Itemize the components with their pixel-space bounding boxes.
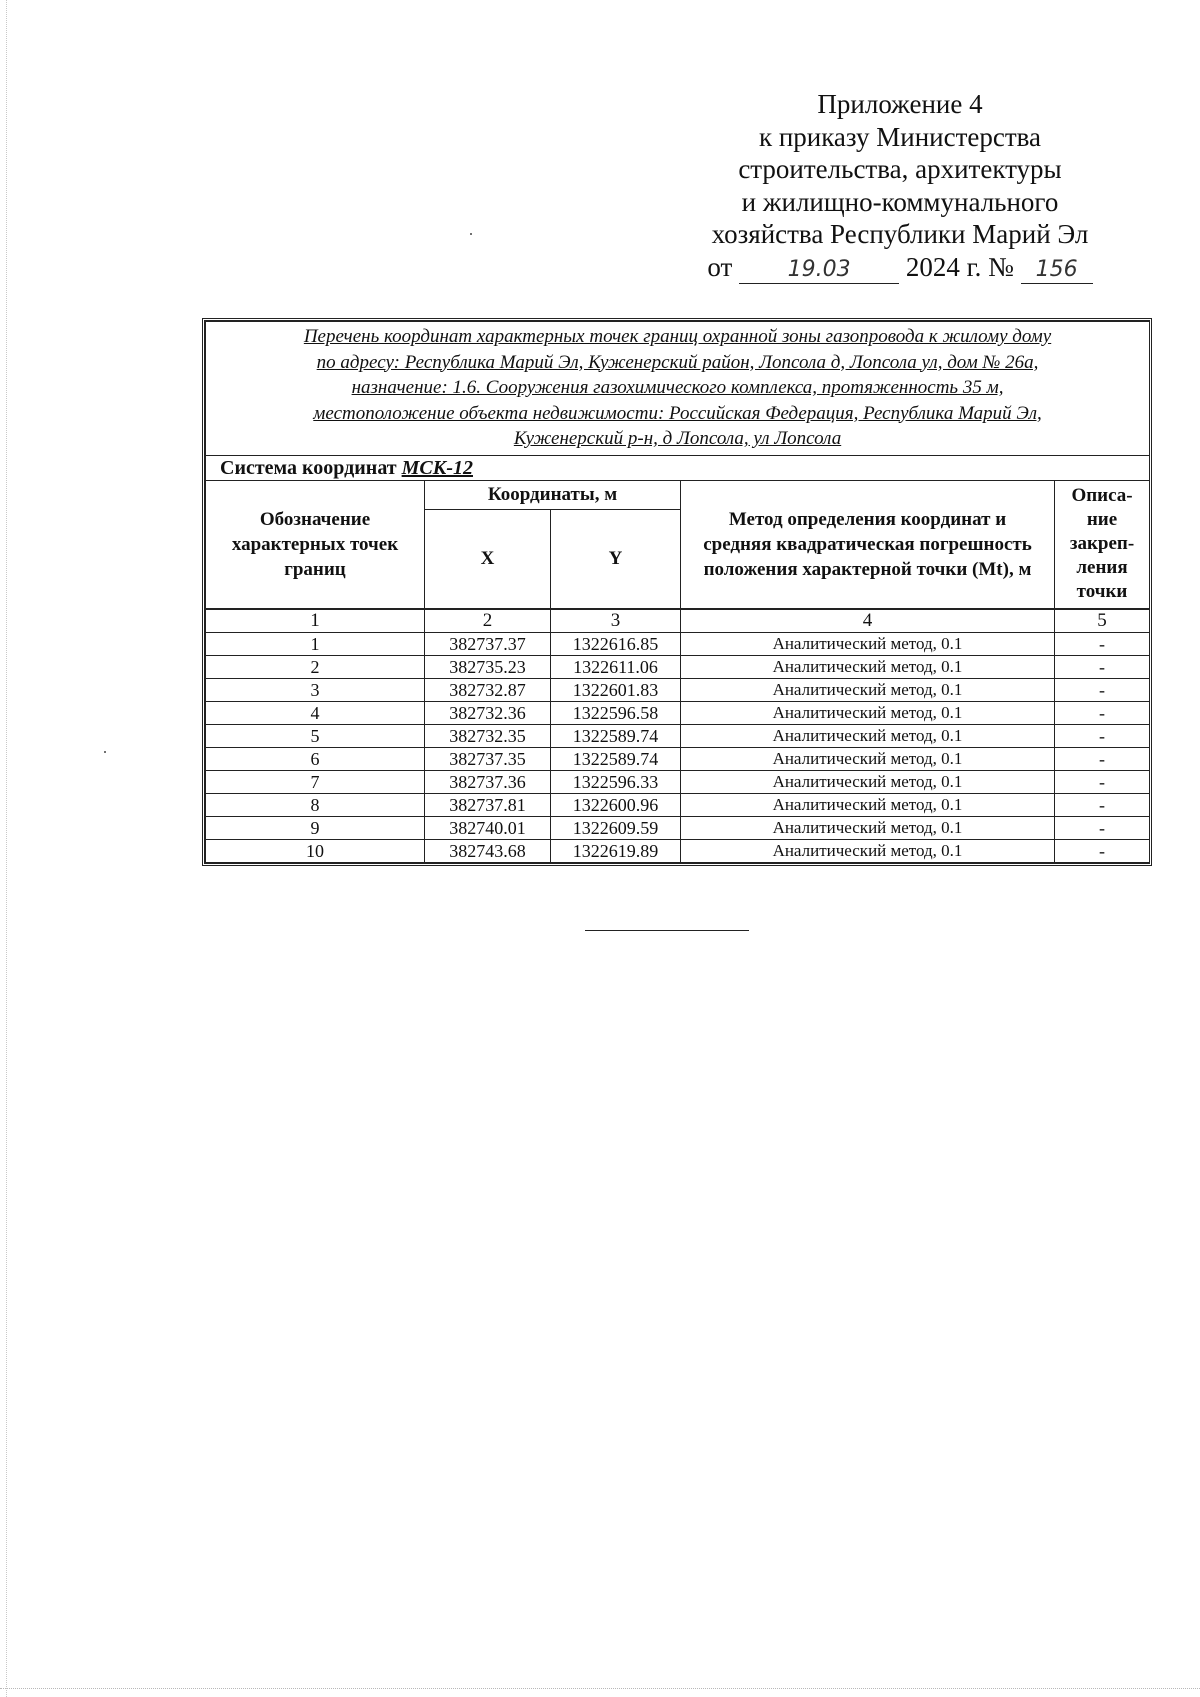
cell-y: 1322601.83 — [551, 679, 681, 702]
cell-point: 2 — [206, 656, 425, 679]
appendix-heading — [700, 88, 1100, 284]
cell-point: 3 — [206, 679, 425, 702]
header-point-designation: Обозначение характерных точек границ — [206, 480, 425, 609]
coordinate-rows — [206, 633, 1150, 863]
cell-description: - — [1055, 679, 1150, 702]
cell-point: 6 — [206, 748, 425, 771]
table-row — [206, 702, 1150, 725]
cell-y: 1322609.59 — [551, 817, 681, 840]
cell-point: 7 — [206, 771, 425, 794]
table-caption — [206, 322, 1150, 456]
coordinates-table-frame — [202, 318, 1152, 866]
cell-y: 1322611.06 — [551, 656, 681, 679]
cell-method: Аналитический метод, 0.1 — [681, 771, 1055, 794]
caption-line: Перечень координат характерных точек границ охранной зоны газопровода к жилому дому — [303, 326, 1052, 347]
cell-description: - — [1055, 771, 1150, 794]
caption-line: местоположение объекта недвижимости: Российская Федерация, Республика Марий Эл, — [313, 402, 1042, 424]
caption-line: по адресу: Республика Марий Эл, Куженерский район, Лопсола д, Лопсола ул, дом № 26а, — [316, 351, 1039, 373]
year-and-number-label: 2024 г. № — [905, 251, 1014, 282]
cell-x: 382732.87 — [425, 679, 551, 702]
table-row — [206, 633, 1150, 656]
cell-x: 382732.35 — [425, 725, 551, 748]
header-coordinates: Координаты, м — [425, 480, 681, 509]
cell-y: 1322589.74 — [551, 725, 681, 748]
cell-x: 382737.81 — [425, 794, 551, 817]
appendix-line: строительства, архитектуры — [738, 154, 1062, 184]
header-method: Метод определения координат и средняя квадратическая погрешность положения характерной точки (Mt), м — [681, 480, 1055, 609]
end-of-document-rule — [585, 930, 749, 931]
order-date-line — [700, 251, 1100, 284]
cell-x: 382737.37 — [425, 633, 551, 656]
cell-method: Аналитический метод, 0.1 — [681, 840, 1055, 863]
cell-method: Аналитический метод, 0.1 — [681, 656, 1055, 679]
cell-x: 382732.36 — [425, 702, 551, 725]
cell-method: Аналитический метод, 0.1 — [681, 725, 1055, 748]
cell-description: - — [1055, 794, 1150, 817]
appendix-line: Приложение 4 — [817, 89, 983, 119]
cell-method: Аналитический метод, 0.1 — [681, 633, 1055, 656]
cell-description: - — [1055, 725, 1150, 748]
header-description: Описа-ние закреп-ления точки — [1055, 480, 1150, 609]
cell-x: 382737.35 — [425, 748, 551, 771]
cell-point: 1 — [206, 633, 425, 656]
table-row — [206, 656, 1150, 679]
table-row — [206, 771, 1150, 794]
cell-point: 5 — [206, 725, 425, 748]
table-row — [206, 794, 1150, 817]
handwritten-date: 19.03 — [739, 257, 899, 284]
cell-y: 1322619.89 — [551, 840, 681, 863]
date-prefix: от — [707, 251, 733, 282]
column-number: 3 — [551, 609, 681, 633]
scan-edge-bottom — [0, 1688, 1200, 1689]
cell-point: 8 — [206, 794, 425, 817]
cell-y: 1322589.74 — [551, 748, 681, 771]
table-row — [206, 840, 1150, 863]
cell-description: - — [1055, 748, 1150, 771]
column-number: 2 — [425, 609, 551, 633]
cell-method: Аналитический метод, 0.1 — [681, 679, 1055, 702]
appendix-line: хозяйства Республики Марий Эл — [711, 219, 1089, 249]
table-row — [206, 748, 1150, 771]
header-y: Y — [551, 509, 681, 609]
table-row — [206, 679, 1150, 702]
column-number: 4 — [681, 609, 1055, 633]
cell-point: 10 — [206, 840, 425, 863]
cell-description: - — [1055, 633, 1150, 656]
caption-line: Куженерский р-н, д Лопсола, ул Лопсола — [513, 428, 842, 449]
cell-x: 382735.23 — [425, 656, 551, 679]
cell-method: Аналитический метод, 0.1 — [681, 794, 1055, 817]
cell-y: 1322600.96 — [551, 794, 681, 817]
column-number-row — [206, 609, 1150, 633]
appendix-line: и жилищно-коммунального — [741, 186, 1059, 217]
cell-point: 9 — [206, 817, 425, 840]
scan-speck — [104, 751, 106, 753]
cell-method: Аналитический метод, 0.1 — [681, 748, 1055, 771]
cell-method: Аналитический метод, 0.1 — [681, 817, 1055, 840]
cell-x: 382740.01 — [425, 817, 551, 840]
coordinate-system-row — [206, 455, 1150, 480]
scan-edge-left — [6, 0, 7, 1697]
caption-line: назначение: 1.6. Сооружения газохимического комплекса, протяженность 35 м, — [351, 377, 1004, 398]
coordinate-system-label: Система координат — [220, 456, 397, 479]
cell-y: 1322596.33 — [551, 771, 681, 794]
scan-speck — [470, 233, 472, 235]
coordinate-system-code: МСК-12 — [401, 456, 473, 479]
column-number: 1 — [206, 609, 425, 633]
cell-point: 4 — [206, 702, 425, 725]
cell-x: 382743.68 — [425, 840, 551, 863]
column-number: 5 — [1055, 609, 1150, 633]
cell-description: - — [1055, 702, 1150, 725]
cell-x: 382737.36 — [425, 771, 551, 794]
handwritten-order-number: 156 — [1021, 257, 1093, 284]
cell-description: - — [1055, 656, 1150, 679]
table-row — [206, 817, 1150, 840]
cell-description: - — [1055, 817, 1150, 840]
table-row — [206, 725, 1150, 748]
appendix-line: к приказу Министерства — [758, 121, 1042, 152]
header-x: X — [425, 509, 551, 609]
coordinates-table — [205, 321, 1150, 863]
cell-y: 1322596.58 — [551, 702, 681, 725]
cell-method: Аналитический метод, 0.1 — [681, 702, 1055, 725]
cell-y: 1322616.85 — [551, 633, 681, 656]
cell-description: - — [1055, 840, 1150, 863]
